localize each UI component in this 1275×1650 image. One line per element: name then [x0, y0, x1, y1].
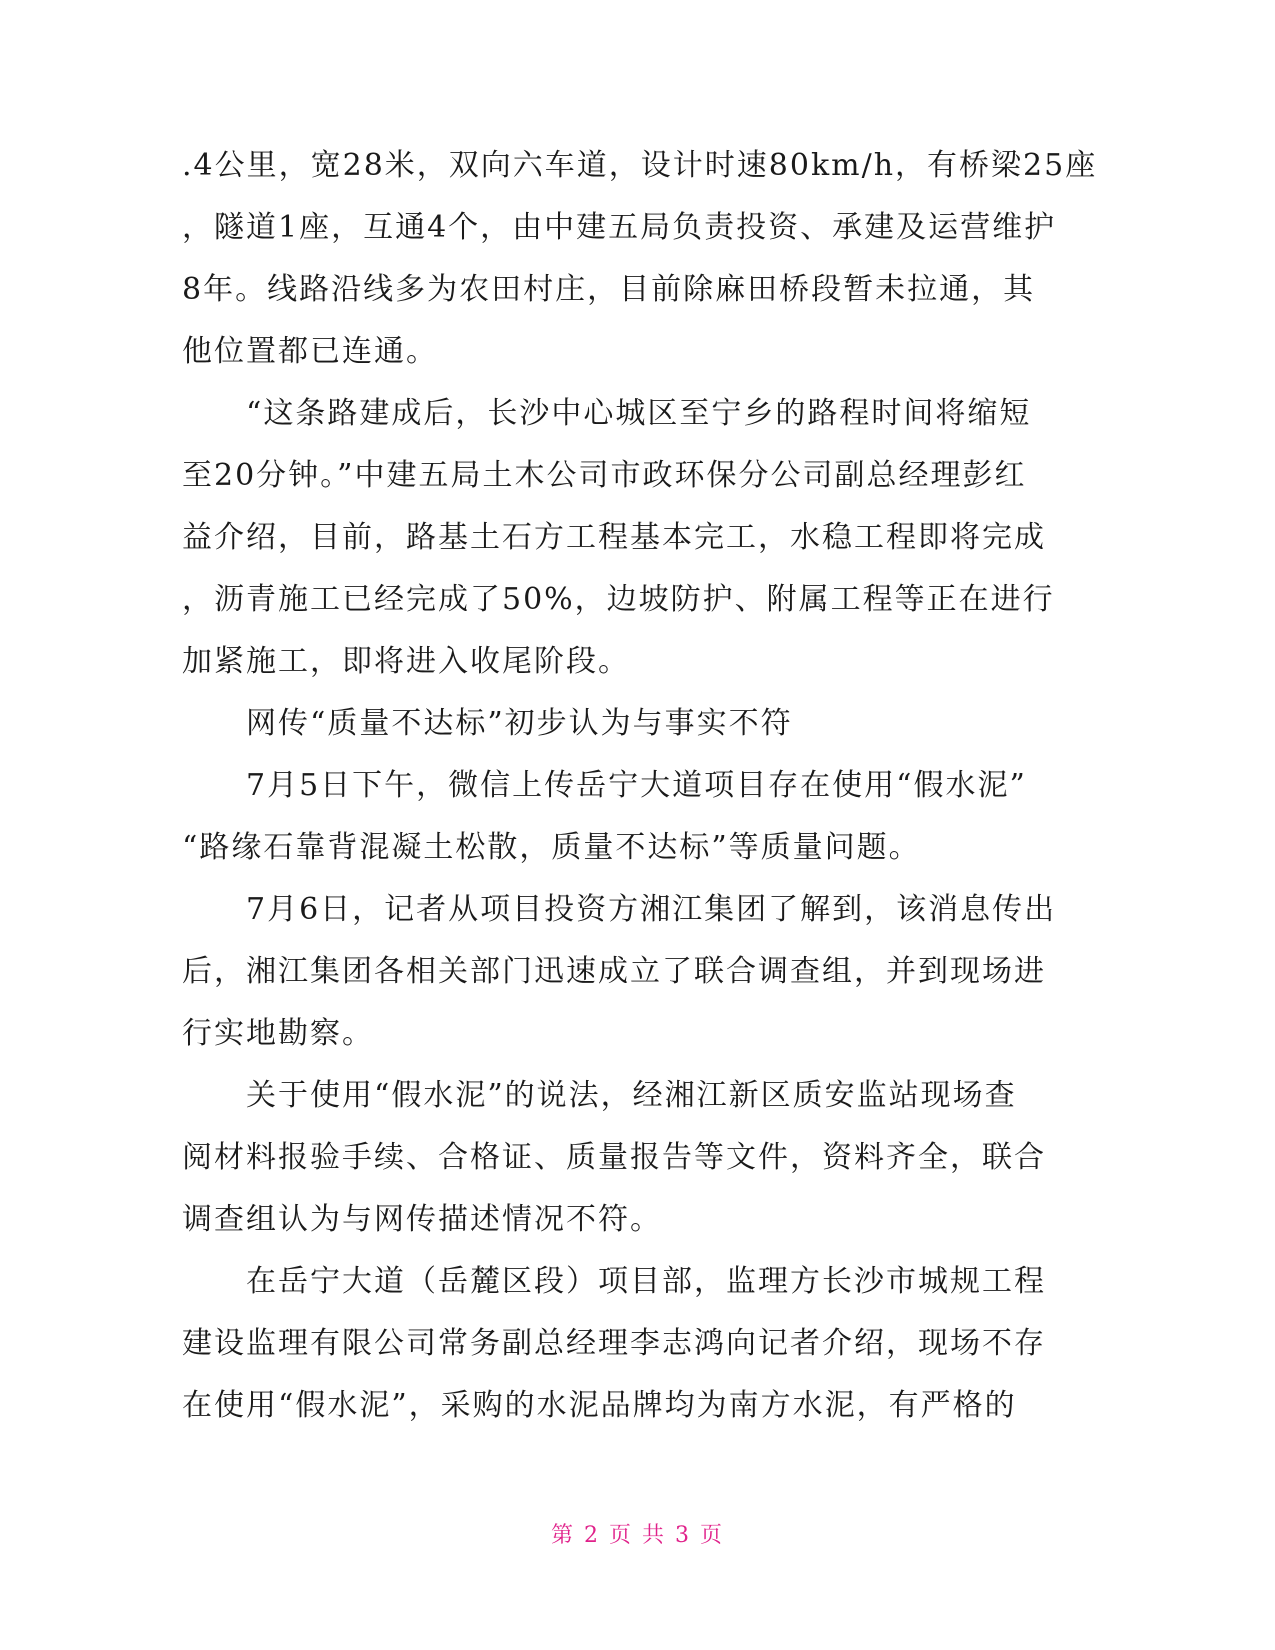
text-line: 加紧施工，即将进入收尾阶段。: [182, 644, 630, 679]
text-line: 在岳宁大道（岳麓区段）项目部，监理方长沙市城规工程: [182, 1264, 1046, 1299]
text-line: ，隧道1座，互通4个，由中建五局负责投资、承建及运营维护: [182, 210, 1057, 245]
text-line: 益介绍，目前，路基土石方工程基本完工，水稳工程即将完成: [182, 520, 1046, 555]
text-line: 关于使用“假水泥”的说法，经湘江新区质安监站现场查: [182, 1078, 1017, 1113]
text-line: 调查组认为与网传描述情况不符。: [182, 1202, 662, 1237]
text-line: 后，湘江集团各相关部门迅速成立了联合调查组，并到现场进: [182, 954, 1046, 989]
section-heading: 网传“质量不达标”初步认为与事实不符: [182, 706, 793, 741]
text-line: 在使用“假水泥”，采购的水泥品牌均为南方水泥，有严格的: [182, 1388, 1017, 1423]
text-line: 7月6日，记者从项目投资方湘江集团了解到，该消息传出: [182, 892, 1057, 927]
text-line: 7月5日下午，微信上传岳宁大道项目存在使用“假水泥”: [182, 768, 1027, 803]
text-line: 至20分钟。”中建五局土木公司市政环保分公司副总经理彭红: [182, 458, 1027, 493]
text-line: ，沥青施工已经完成了50%，边坡防护、附属工程等正在进行: [182, 582, 1055, 617]
text-line: .4公里，宽28米，双向六车道，设计时速80km/h，有桥梁25座: [182, 148, 1098, 183]
page-number-footer: 第 2 页 共 3 页: [551, 1523, 724, 1548]
text-line: “路缘石靠背混凝土松散，质量不达标”等质量问题。: [182, 830, 921, 865]
text-line: 8年。线路沿线多为农田村庄，目前除麻田桥段暂未拉通，其: [182, 272, 1036, 307]
text-line: 他位置都已连通。: [182, 334, 438, 369]
text-line: “这条路建成后，长沙中心城区至宁乡的路程时间将缩短: [182, 396, 1032, 431]
document-body: [182, 135, 1098, 1437]
text-line: 行实地勘察。: [182, 1016, 374, 1051]
text-line: 建设监理有限公司常务副总经理李志鸿向记者介绍，现场不存: [182, 1326, 1046, 1361]
text-line: 阅材料报验手续、合格证、质量报告等文件，资料齐全，联合: [182, 1140, 1046, 1175]
